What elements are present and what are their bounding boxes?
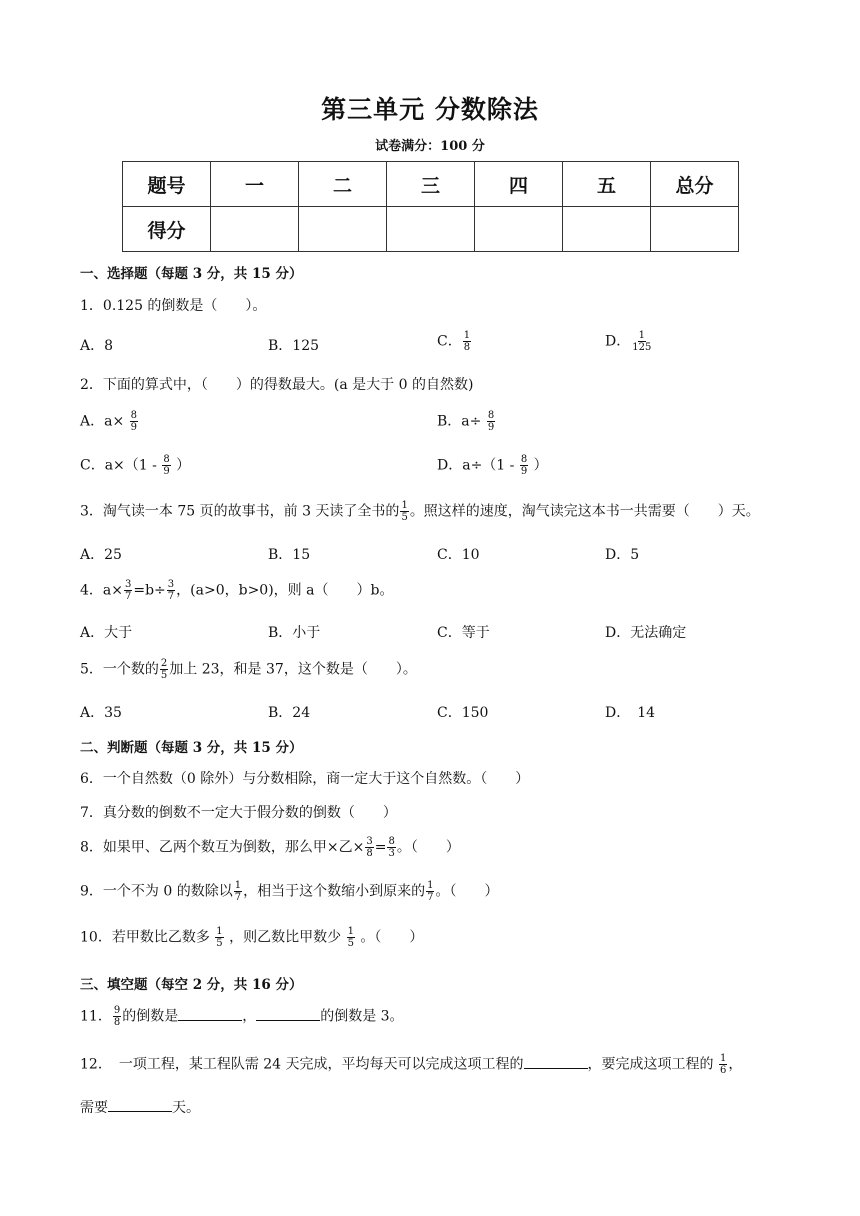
- q1-option-c: [437, 330, 472, 353]
- q5-option-b: B．24: [268, 705, 311, 721]
- fraction-numerator: 3: [366, 836, 373, 847]
- fraction: [113, 1005, 121, 1028]
- question-text: ，要完成这项工程的: [587, 1056, 714, 1073]
- fraction: [167, 579, 175, 602]
- q5-option-c: C．150: [437, 705, 489, 721]
- question-text: 。（ ）: [435, 883, 499, 900]
- answer-blank[interactable]: [256, 1006, 320, 1021]
- answer-blank[interactable]: [524, 1054, 588, 1069]
- question-1: 1．0.125 的倒数是（ ）。: [80, 298, 267, 314]
- fraction: [719, 1053, 727, 1076]
- fraction-denominator: 8: [463, 342, 471, 353]
- question-text: 4．a×: [80, 582, 123, 599]
- fraction-numerator: 2: [160, 658, 168, 669]
- option-label: D．a÷（1 -: [437, 457, 515, 474]
- fraction-denominator: 7: [427, 892, 434, 903]
- fraction-numerator: 3: [124, 579, 132, 590]
- question-text: ，则乙数比甲数少: [229, 929, 342, 946]
- score-cell: [299, 207, 387, 252]
- question-4: [80, 579, 393, 602]
- fraction-denominator: 5: [216, 938, 223, 949]
- fraction-denominator: 9: [163, 466, 170, 477]
- question-text: 12． 一项工程，某工程队需 24 天完成，平均每天可以完成这项工程的: [80, 1056, 524, 1073]
- score-table: [122, 161, 739, 252]
- fraction: [463, 330, 471, 353]
- fraction-numerator: 1: [463, 330, 471, 341]
- option-label: C．a×（1 -: [80, 457, 157, 474]
- fraction-denominator: 5: [347, 938, 354, 949]
- fraction-numerator: 8: [388, 836, 395, 847]
- question-text: 10．若甲数比乙数多: [80, 929, 210, 946]
- score-cell: [651, 207, 739, 252]
- fraction-denominator: 8: [113, 1017, 121, 1028]
- answer-blank[interactable]: [108, 1097, 172, 1112]
- q3-option-b: B．15: [268, 547, 311, 563]
- fraction-denominator: 6: [719, 1065, 727, 1076]
- option-suffix: ）: [176, 457, 191, 474]
- question-2: 2．下面的算式中，（ ）的得数最大。(a 是大于 0 的自然数): [80, 377, 474, 393]
- fraction-denominator: 3: [388, 848, 395, 859]
- q4-option-a: A．大于: [80, 625, 133, 641]
- fraction-numerator: 1: [719, 1053, 727, 1064]
- fraction-numerator: 1: [401, 500, 408, 511]
- page-subtitle: 试卷满分：100 分: [375, 139, 485, 154]
- score-cell: [475, 207, 563, 252]
- question-text: 的倒数是: [122, 1008, 179, 1025]
- question-text: 的倒数是 3。: [320, 1008, 404, 1025]
- question-text: ，相当于这个数缩小到原来的: [243, 883, 426, 900]
- fraction-denominator: 5: [401, 512, 408, 523]
- question-text: 。（ ）: [360, 929, 424, 946]
- fraction-denominator: 9: [130, 422, 138, 433]
- question-text: ，(a>0，b>0)，则 a（ ）b。: [176, 582, 394, 599]
- q3-option-a: A．25: [80, 547, 122, 563]
- q1-option-a: A．8: [80, 338, 114, 354]
- q3-option-c: C．10: [437, 547, 480, 563]
- question-text: 需要: [80, 1100, 108, 1116]
- fraction-denominator: 9: [520, 466, 528, 477]
- question-8: [80, 836, 460, 859]
- fraction-numerator: 1: [427, 880, 434, 891]
- option-suffix: ）: [533, 457, 548, 474]
- question-text: 天。: [172, 1100, 200, 1116]
- question-text: 9．一个不为 0 的数除以: [80, 883, 233, 900]
- fraction: [631, 330, 652, 353]
- question-5: [80, 658, 417, 681]
- score-cell: [387, 207, 475, 252]
- score-header-cell: 题号: [123, 162, 211, 207]
- q2-option-a: [80, 410, 139, 433]
- question-text: =: [374, 839, 387, 856]
- question-6: 6．一个自然数（0 除外）与分数相除，商一定大于这个自然数。（ ）: [80, 771, 530, 787]
- question-text: 加上 23，和是 37，这个数是（ ）。: [169, 661, 417, 678]
- fraction-denominator: 125: [632, 342, 652, 353]
- fraction-numerator: 1: [638, 330, 645, 341]
- fraction-denominator: 7: [234, 892, 242, 903]
- option-label: B．a÷: [437, 413, 482, 430]
- q4-option-d: D．无法确定: [605, 625, 687, 641]
- fraction-numerator: 1: [347, 926, 354, 937]
- section-heading: 三、填空题（每空 2 分，共 16 分）: [80, 977, 303, 993]
- question-7: 7．真分数的倒数不一定大于假分数的倒数（ ）: [80, 805, 397, 821]
- score-header-cell: 五: [563, 162, 651, 207]
- score-header-cell: 二: [299, 162, 387, 207]
- q3-option-d: D．5: [605, 547, 640, 563]
- fraction-numerator: 1: [234, 880, 242, 891]
- fraction-denominator: 7: [167, 591, 175, 602]
- fraction-denominator: 9: [487, 422, 495, 433]
- fraction: [347, 926, 355, 949]
- score-header-cell: 四: [475, 162, 563, 207]
- q5-option-d: D． 14: [605, 705, 656, 721]
- question-10: [80, 926, 423, 949]
- fraction: [426, 880, 434, 903]
- option-label: D．: [605, 333, 631, 350]
- question-11: [80, 1005, 404, 1028]
- fraction-numerator: 8: [487, 410, 495, 421]
- question-text: 5．一个数的: [80, 661, 159, 678]
- fraction-denominator: 7: [124, 591, 132, 602]
- fraction: [130, 410, 138, 433]
- score-table-header-row: [123, 162, 739, 207]
- q4-option-c: C．等于: [437, 625, 490, 641]
- option-label: C．: [437, 333, 462, 350]
- fraction: [162, 454, 170, 477]
- score-table-score-row: [123, 207, 739, 252]
- score-cell: [211, 207, 299, 252]
- fraction-denominator: 8: [366, 848, 373, 859]
- fraction: [365, 836, 373, 859]
- question-12-continued: [80, 1097, 200, 1117]
- fraction: [160, 658, 168, 681]
- q4-option-b: B．小于: [268, 625, 321, 641]
- question-text: 3．淘气读一本 75 页的故事书，前 3 天读了全书的: [80, 503, 400, 520]
- q1-option-b: B．125: [268, 338, 320, 354]
- q2-option-b: [437, 410, 496, 433]
- fraction: [387, 836, 395, 859]
- fraction: [487, 410, 495, 433]
- question-text: 8．如果甲、乙两个数互为倒数，那么甲×乙×: [80, 839, 365, 856]
- q5-option-a: A．35: [80, 705, 122, 721]
- fraction-denominator: 5: [160, 670, 168, 681]
- q2-option-c: [80, 454, 190, 477]
- q2-option-d: [437, 454, 548, 477]
- fraction-numerator: 3: [167, 579, 175, 590]
- fraction-numerator: 8: [520, 454, 528, 465]
- section-heading: 二、判断题（每题 3 分，共 15 分）: [80, 740, 303, 756]
- score-header-cell: 总分: [651, 162, 739, 207]
- fraction: [215, 926, 223, 949]
- fraction-numerator: 9: [113, 1005, 121, 1016]
- question-12: [80, 1053, 742, 1076]
- score-header-cell: 三: [387, 162, 475, 207]
- fraction: [400, 500, 408, 523]
- question-3: [80, 500, 760, 523]
- fraction: [520, 454, 528, 477]
- question-text: ，: [242, 1008, 257, 1025]
- fraction-numerator: 8: [130, 410, 138, 421]
- answer-blank[interactable]: [178, 1006, 242, 1021]
- question-text: ，: [728, 1056, 743, 1073]
- question-text: 。照这样的速度，淘气读完这本书一共需要（ ）天。: [409, 503, 760, 520]
- question-text: =b÷: [133, 582, 166, 599]
- fraction: [124, 579, 132, 602]
- option-label: A．a×: [80, 413, 125, 430]
- question-9: [80, 880, 498, 903]
- question-text: 11．: [80, 1008, 112, 1025]
- page-title: 第三单元 分数除法: [321, 95, 539, 124]
- question-text: 。（ ）: [396, 839, 460, 856]
- fraction-numerator: 1: [216, 926, 223, 937]
- section-heading: 一、选择题（每题 3 分，共 15 分）: [80, 266, 303, 282]
- score-row-label: 得分: [123, 207, 211, 252]
- score-cell: [563, 207, 651, 252]
- q1-option-d: [605, 330, 653, 353]
- score-header-cell: 一: [211, 162, 299, 207]
- fraction: [234, 880, 242, 903]
- fraction-numerator: 8: [163, 454, 170, 465]
